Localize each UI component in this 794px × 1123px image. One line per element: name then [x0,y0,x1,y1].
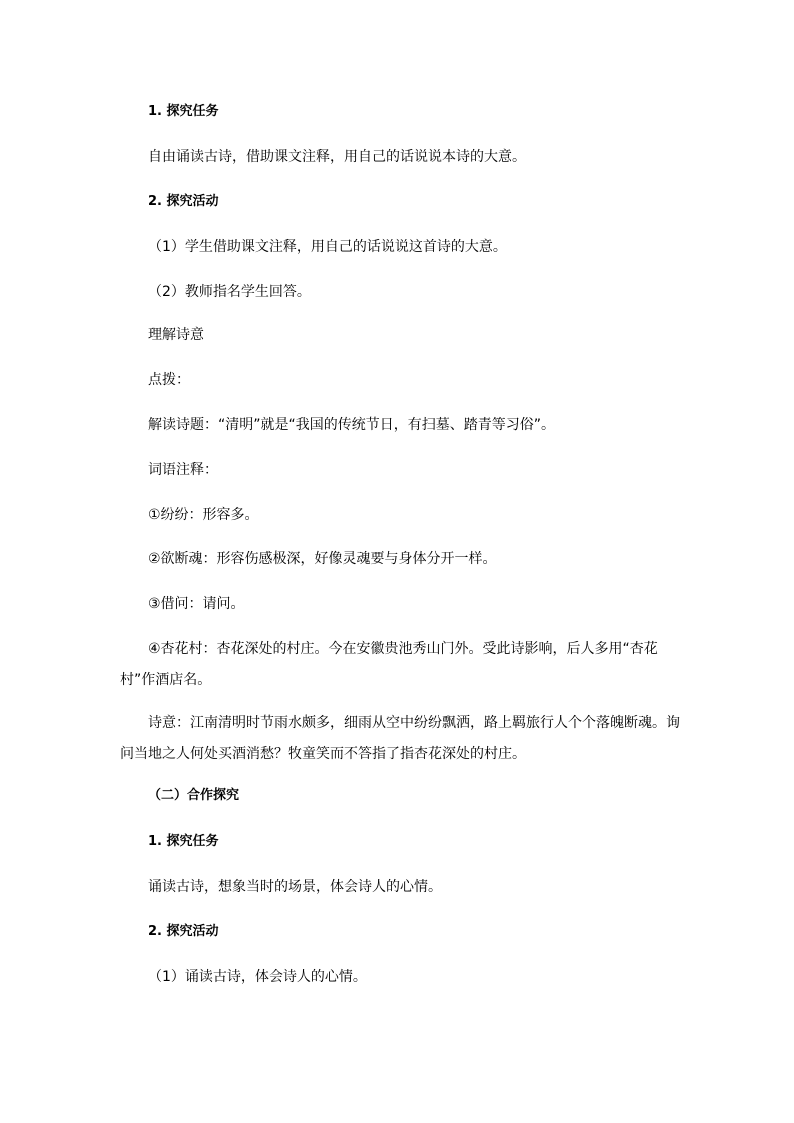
heading-task-1: 1. 探究任务 [148,104,219,119]
heading-activity-2: 2. 探究活动 [148,924,219,939]
note-3: ③借问：请问。 [148,596,245,612]
word-notes-label: 词语注释： [148,462,218,478]
activity-2-step-1: （1）诵读古诗，体会诗人的心情。 [148,969,367,985]
section-cooperative: （二）合作探究 [148,788,240,803]
activity-1-step-1: （1）学生借助课文注释，用自己的话说说这首诗的大意。 [148,239,507,255]
task-1-text: 自由诵读古诗，借助课文注释，用自己的话说说本诗的大意。 [148,149,526,165]
note-1: ①纷纷：形容多。 [148,507,259,523]
heading-activity-1: 2. 探究活动 [148,194,219,209]
tip-label: 点拨： [148,372,190,388]
activity-1-step-2: （2）教师指名学生回答。 [148,284,311,300]
heading-task-2: 1. 探究任务 [148,834,219,849]
poem-meaning: 诗意：江南清明时节雨水颇多，细雨从空中纷纷飘洒，路上羁旅行人个个落魄断魂。询问当地之人何处买酒消愁？牧童笑而不答指了指杏花深处的村庄。 [120,715,680,762]
task-2-text: 诵读古诗，想象当时的场景，体会诗人的心情。 [148,879,442,895]
note-4: ④杏花村：杏花深处的村庄。今在安徽贵池秀山门外。受此诗影响，后人多用“杏花村”作酒店名。 [120,641,658,688]
understand-title: 理解诗意 [148,327,204,343]
note-2: ②欲断魂：形容伤感极深，好像灵魂要与身体分开一样。 [148,551,497,567]
title-interpretation: 解读诗题：“清明”就是“我国的传统节日，有扫墓、踏青等习俗”。 [148,417,556,433]
